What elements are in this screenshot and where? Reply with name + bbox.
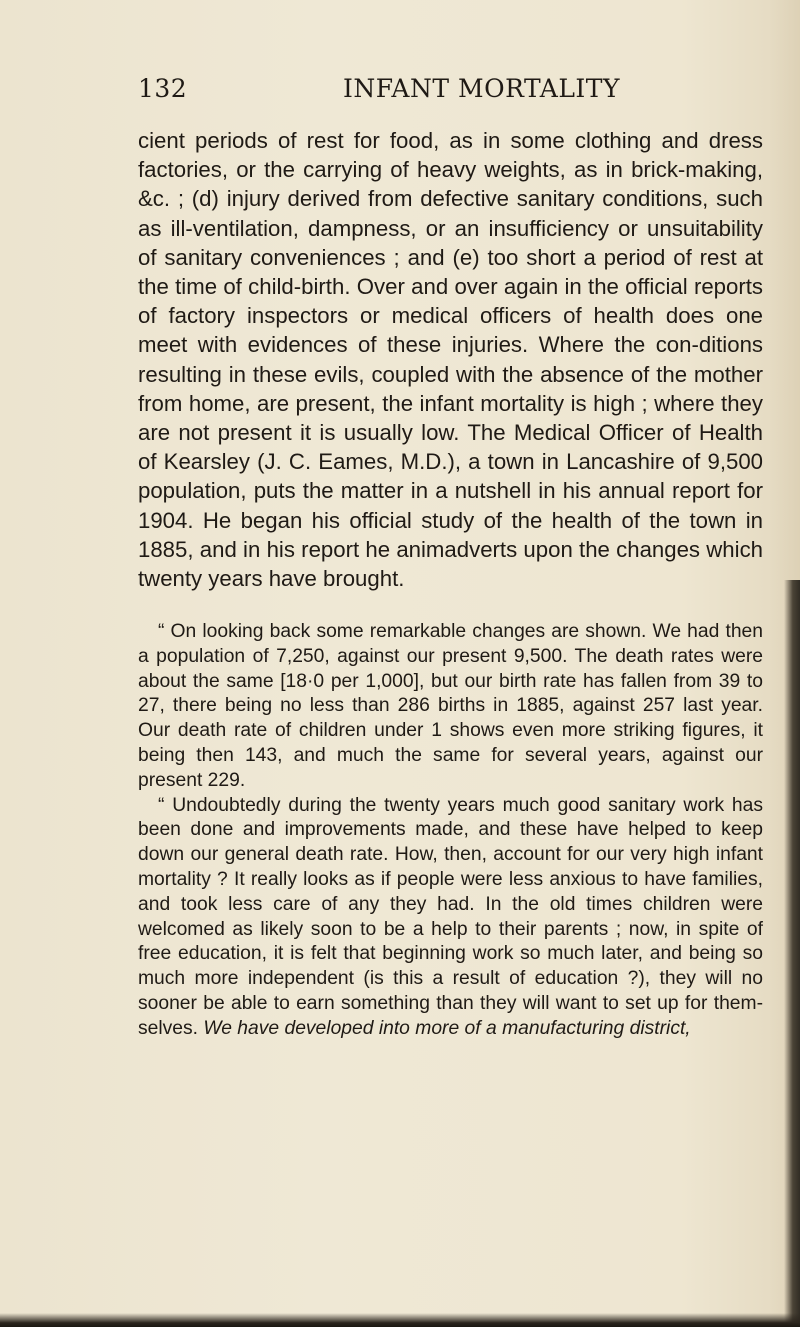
quote-paragraph-1: “ On looking back some remarkable changes are shown. We had then a population of 7,250, against our present 9,500. The death rates were about the same [18·0 per 1,000], but our birth rate has fallen from 39 to 27, there being no less than 286 births in 1885, against 257 last year. Our death rate of children under 1 shows even more striking figures, it being then 143, and much the same for several years, against our present 229. (138, 621, 763, 791)
running-title: INFANT MORTALITY (343, 74, 620, 103)
quotation-block (138, 620, 763, 1042)
quote-paragraph-2-italic: We have developed into more of a manufacturing district, (203, 1017, 691, 1039)
page-number: 132 (138, 74, 188, 103)
quote-paragraph-2 (138, 794, 763, 1042)
quote-paragraph-2-text: “ Undoubtedly during the twenty years much good sanitary work has been done and improvements made, and these have helped to keep down our general death rate. How, then, account for our very high infant mortality ? It really looks as if people were less anxious to have families, and took less care of any they had. In the old times children were welcomed as likely soon to be a help to their parents ; now, in spite of free education, it is felt that beginning work so much later, and being so much more independent (is this a result of education ?), they will no sooner be able to earn something than they will want to set up for them-selves. (138, 794, 763, 1039)
page-bottom-shadow (0, 1313, 800, 1327)
page-edge-shadow (784, 580, 800, 1327)
page-header (138, 74, 758, 108)
body-paragraph: cient periods of rest for food, as in some clothing and dress factories, or the carrying of heavy weights, as in brick-making, &c. ; (d) injury derived from defective sanitary conditions, such as ill-ventilation, dampness, or an insufficiency or unsuitability of sanitary conveniences ; and (e) too short a period of rest at the time of child-birth. Over and over again in the official reports of factory inspectors or medical officers of health does one meet with evidences of these injuries. Where the con-ditions resulting in these evils, coupled with the absence of the mother from home, are present, the infant mortality is high ; where they are not present it is usually low. The Medical Officer of Health of Kearsley (J. C. Eames, M.D.), a town in Lancashire of 9,500 population, puts the matter in a nutshell in his annual report for 1904. He began his official study of the health of the town in 1885, and in his report he animadverts upon the changes which twenty years have brought. (138, 128, 763, 592)
body-text (138, 126, 763, 593)
